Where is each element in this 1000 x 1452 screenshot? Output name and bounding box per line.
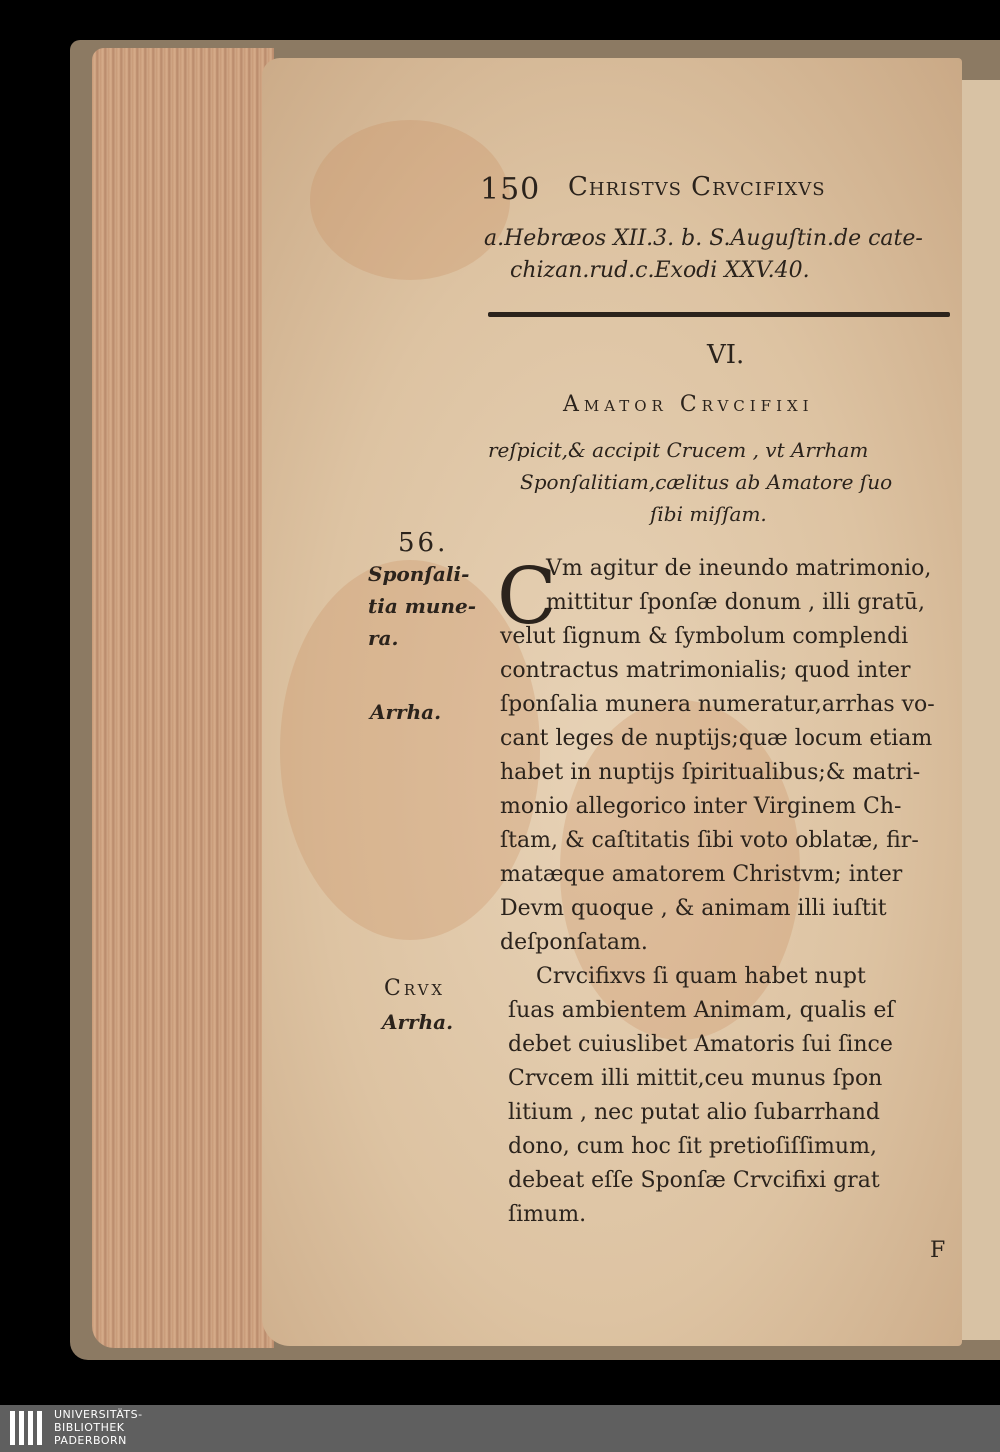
body-line: contractus matrimonialis; quod inter	[500, 658, 911, 683]
section-subtitle-line: reſpicit,& accipit Crucem , vt Arrham	[488, 438, 869, 462]
body-line: dono, cum hoc ſit pretioſiſſimum,	[508, 1134, 877, 1159]
body-line: cant leges de nuptijs;quæ locum etiam	[500, 726, 933, 751]
body-line: litium , nec putat alio ſubarrhand	[508, 1100, 881, 1125]
margin-note-line: Arrha.	[382, 1010, 454, 1034]
body-line: ſtam, & caſtitatis ſibi voto oblatæ, fir-	[500, 828, 919, 853]
body-line: matæque amatorem Christvm; inter	[500, 862, 903, 887]
margin-note-line: Sponſali-	[368, 562, 470, 586]
margin-note-line: tia mune-	[368, 594, 477, 618]
section-title: Amator Crvcifixi	[563, 392, 814, 417]
body-line: ſponſalia munera numeratur,arrhas vo-	[500, 692, 935, 717]
library-name-line: PADERBORN	[54, 1434, 127, 1447]
body-line: habet in nuptijs ſpiritualibus;& matri-	[500, 760, 921, 785]
body-line: Vm agitur de ineundo matrimonio,	[546, 556, 932, 581]
running-title: Christvs Crvcifixvs	[568, 172, 826, 202]
section-divider	[488, 312, 950, 317]
section-number: VI.	[707, 340, 745, 370]
facing-page-edge	[958, 80, 1000, 1340]
body-line: debeat eſſe Sponſæ Crvcifixi grat	[508, 1168, 880, 1193]
body-line: debet cuiuslibet Amatoris ſui ſince	[508, 1032, 893, 1057]
footnote-line: a.Hebræos XII.3. b. S.Auguſtin.de cate-	[484, 226, 923, 251]
body-line: Crvcifixvs ſi quam habet nupt	[536, 964, 866, 989]
page-number: 150	[480, 172, 541, 207]
footer-bar	[0, 1405, 1000, 1452]
drop-cap: C	[497, 552, 557, 642]
library-name	[54, 1408, 143, 1447]
body-line: mittitur ſponſæ donum , illi gratū,	[546, 590, 925, 615]
body-line: monio allegorico inter Virginem Ch-	[500, 794, 902, 819]
body-line: Devm quoque , & animam illi iuſtit	[500, 896, 887, 921]
body-line: ſimum.	[508, 1202, 587, 1227]
section-subtitle-line: ſibi miſſam.	[650, 502, 767, 526]
body-line: deſponſatam.	[500, 930, 648, 955]
margin-note-line: Crvx	[384, 976, 446, 1001]
margin-note-line: Arrha.	[370, 700, 442, 724]
library-name-line: UNIVERSITÄTS-	[54, 1408, 143, 1421]
body-line: Crvcem illi mittit,ceu munus ſpon	[508, 1066, 883, 1091]
body-line: ſuas ambientem Animam, qualis eſ	[508, 998, 895, 1023]
footnote-line: chizan.rud.c.Exodi XXV.40.	[510, 258, 810, 283]
section-subtitle-line: Sponſalitiam,cælitus ab Amatore ſuo	[520, 470, 893, 494]
paragraph-number: 56.	[398, 528, 449, 558]
body-line: velut ſignum & ſymbolum complendi	[500, 624, 909, 649]
library-name-line: BIBLIOTHEK	[54, 1421, 125, 1434]
catchword: F	[930, 1238, 946, 1263]
page-edges	[92, 48, 274, 1348]
library-logo-icon	[8, 1405, 46, 1451]
margin-note-line: ra.	[368, 626, 399, 650]
